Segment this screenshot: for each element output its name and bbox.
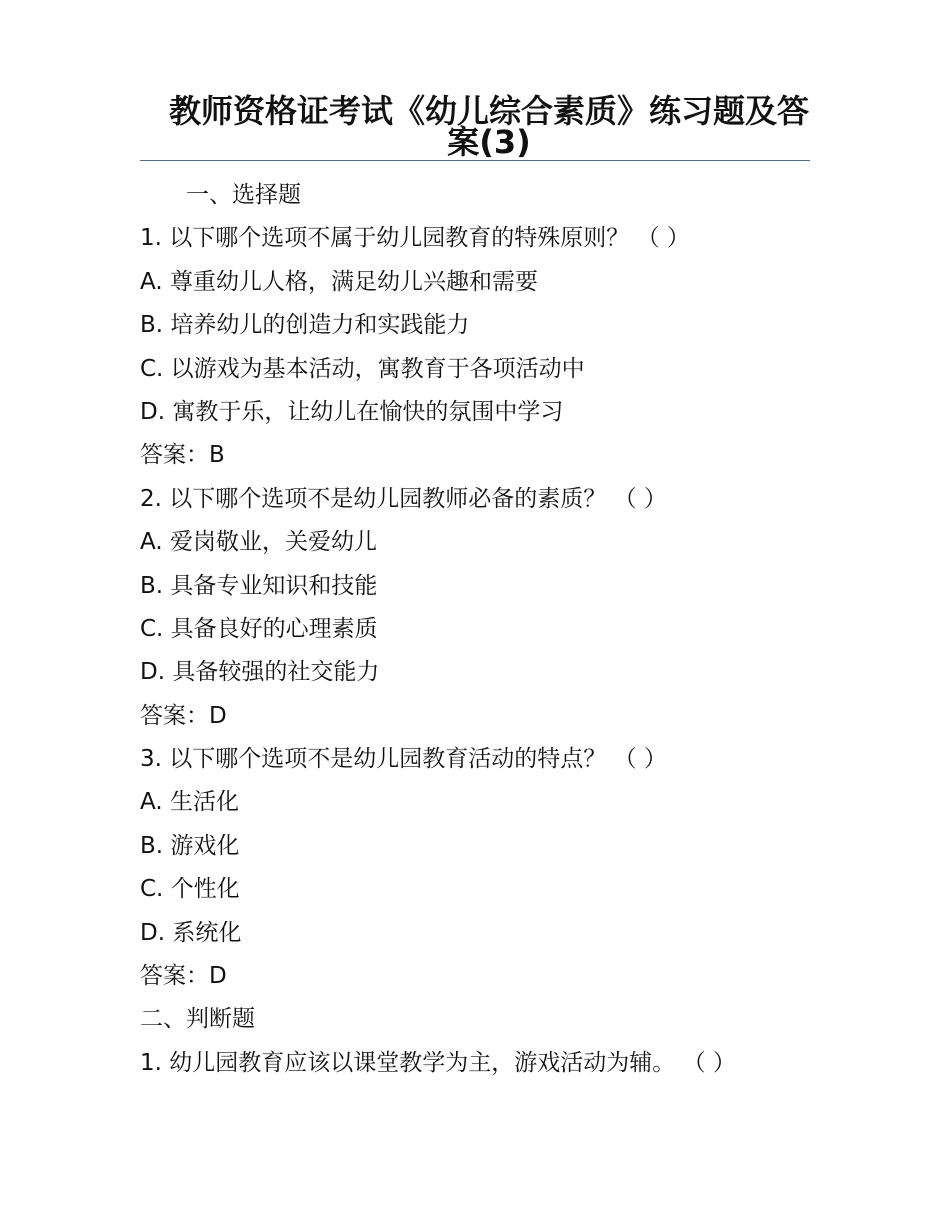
answer-option: D. 寓教于乐，让幼儿在愉快的氛围中学习 [140, 398, 564, 425]
question-text: 2. 以下哪个选项不是幼儿园教师必备的素质？ （ ） [140, 485, 667, 512]
answer-key: 答案：B [140, 442, 225, 469]
answer-option: B. 培养幼儿的创造力和实践能力 [140, 312, 470, 339]
document-title: 教师资格证考试《幼儿综合素质》练习题及答案(3) [168, 92, 809, 161]
answer-option: C. 具备良好的心理素质 [140, 615, 378, 642]
title-underline [140, 160, 810, 161]
answer-option: C. 个性化 [140, 876, 240, 903]
answer-option: A. 尊重幼儿人格，满足幼儿兴趣和需要 [140, 268, 538, 295]
answer-option: C. 以游戏为基本活动，寓教育于各项活动中 [140, 355, 585, 382]
answer-key: 答案：D [140, 702, 227, 729]
answer-option: A. 爱岗敬业，关爱幼儿 [140, 529, 377, 556]
answer-key: 答案：D [140, 963, 227, 990]
answer-option: D. 具备较强的社交能力 [140, 659, 380, 686]
answer-option: A. 生活化 [140, 789, 239, 816]
question-text: 1. 以下哪个选项不属于幼儿园教育的特殊原则？ （ ） [140, 225, 690, 252]
question-text: 1. 幼儿园教育应该以课堂教学为主，游戏活动为辅。 （ ） [140, 1049, 736, 1076]
document-body [140, 174, 820, 1085]
question-text: 3. 以下哪个选项不是幼儿园教育活动的特点？ （ ） [140, 746, 667, 773]
answer-option: B. 具备专业知识和技能 [140, 572, 378, 599]
section-heading: 二、判断题 [140, 1006, 255, 1033]
section-heading: 一、选择题 [186, 182, 301, 208]
answer-option: D. 系统化 [140, 919, 242, 946]
answer-option: B. 游戏化 [140, 832, 240, 859]
